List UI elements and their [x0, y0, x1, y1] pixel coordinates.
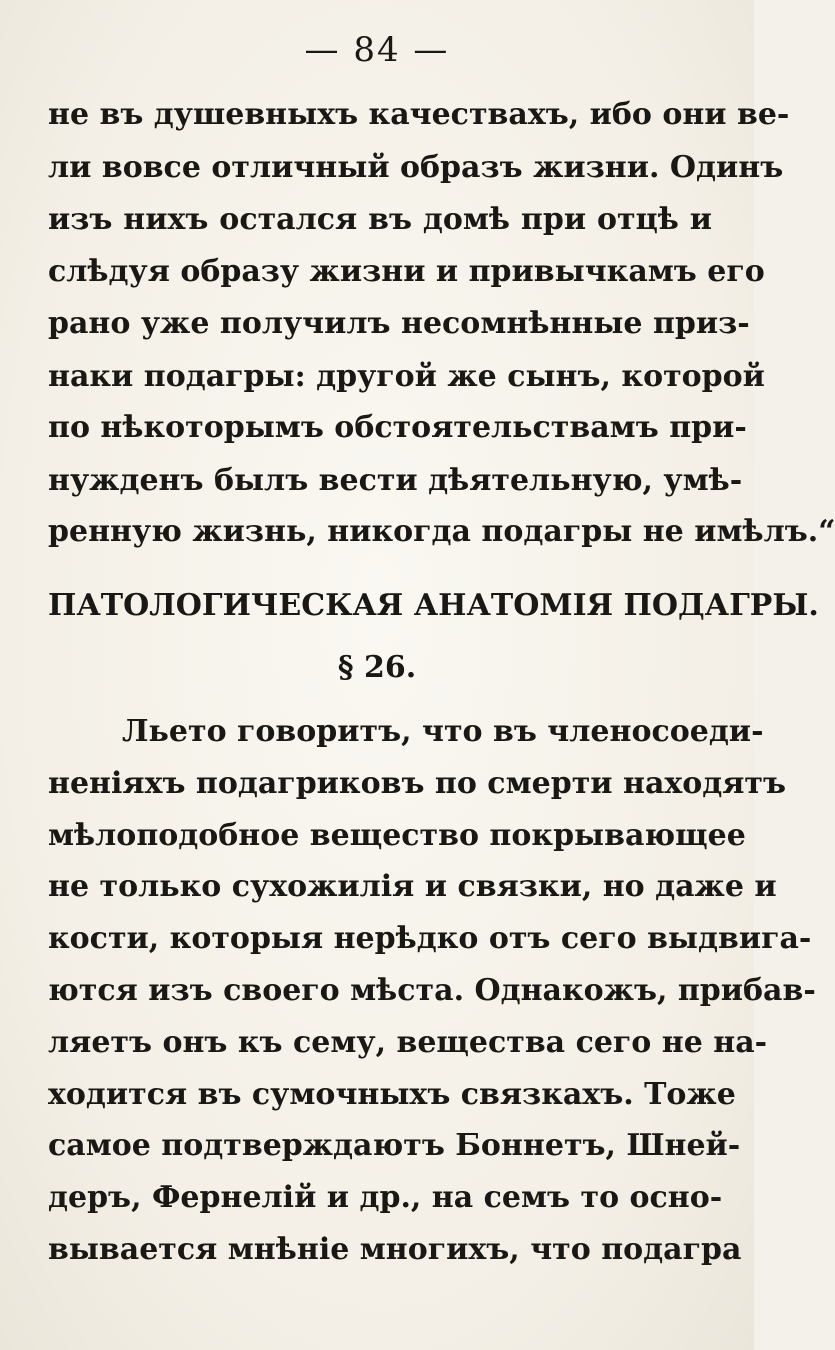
text-line: слѣдуя образу жизни и привычкамъ его [48, 254, 765, 289]
text-line: нужденъ былъ вести дѣятельную, умѣ- [48, 463, 743, 498]
text-line: ли вовсе отличный образъ жизни. Одинъ [48, 150, 784, 185]
text-line: неніяхъ подагриковъ по смерти находятъ [48, 766, 787, 801]
text-line: ляетъ онъ къ сему, вещества сего не на- [48, 1025, 768, 1060]
text-line: кости, которыя нерѣдко отъ сего выдвига- [48, 921, 812, 956]
text-line: Льето говоритъ, что въ членосоеди- [122, 714, 764, 749]
page-number: — 84 — [304, 30, 450, 70]
text-line: изъ нихъ остался въ домѣ при отцѣ и [48, 202, 712, 237]
text-line: по нѣкоторымъ обстоятельствамъ при- [48, 410, 747, 445]
section-number: § 26. [337, 650, 417, 685]
text-line: мѣлоподобное вещество покрывающее [48, 818, 746, 853]
text-line: ются изъ своего мѣста. Однакожъ, прибав- [48, 973, 816, 1008]
text-line: не въ душевныхъ качествахъ, ибо они ве- [48, 97, 790, 132]
text-line: вывается мнѣніе многихъ, что подагра [48, 1232, 742, 1267]
text-line: наки подагры: другой же сынъ, которой [48, 359, 765, 394]
text-line: самое подтверждаютъ Боннетъ, Шней- [48, 1128, 741, 1163]
text-line: рано уже получилъ несомнѣнные приз- [48, 306, 750, 341]
chapter-heading: ПАТОЛОГИЧЕСКАЯ АНАТОМІЯ ПОДАГРЫ. [48, 588, 819, 623]
text-line: деръ, Фернелій и др., на семъ то осно- [48, 1180, 723, 1215]
text-line: ходится въ сумочныхъ связкахъ. Тоже [48, 1077, 736, 1112]
text-line: не только сухожилія и связки, но даже и [48, 869, 777, 904]
text-line: ренную жизнь, никогда подагры не имѣлъ.“ [48, 514, 835, 549]
